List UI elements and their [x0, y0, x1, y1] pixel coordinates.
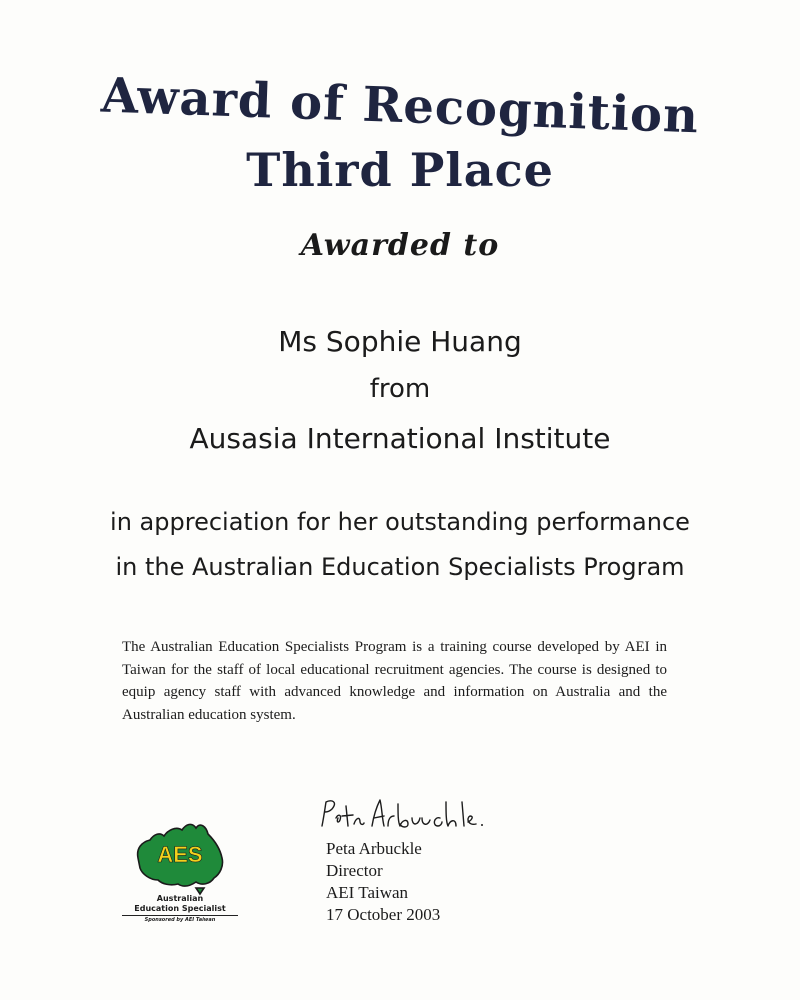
signer-organization: AEI Taiwan [326, 883, 409, 902]
signature [316, 796, 486, 836]
recipient-institute: Ausasia International Institute [189, 422, 611, 455]
aes-acronym: AES [157, 842, 203, 867]
appreciation-line-1: in appreciation for her outstanding performance [110, 508, 690, 536]
signer-block [326, 838, 440, 926]
logo-sponsor-line: Sponsored by AEI Taiwan [144, 917, 216, 923]
signed-date: 17 October 2003 [326, 905, 441, 924]
awarded-to-label: Awarded to [300, 228, 500, 263]
recipient-name: Ms Sophie Huang [278, 325, 522, 358]
signer-name: Peta Arbuckle [326, 839, 422, 858]
program-description: The Australian Education Specialists Program is a training course developed by AEI in Taiwan for the staff of local educational recruitment agencies. The course is designed to equip agency staff with advanced knowledge and information on Australia and the Australian education system. [122, 639, 667, 723]
from-label: from [369, 374, 431, 404]
logo-caption [122, 894, 238, 924]
certificate-title: Award of Recognition [100, 67, 700, 145]
logo-caption-line-1: Australian [156, 894, 204, 903]
signer-title: Director [326, 861, 383, 880]
aes-logo [130, 818, 230, 898]
certificate-subtitle: Third Place [246, 143, 554, 197]
appreciation-line-2: in the Australian Education Specialists Program [115, 553, 685, 581]
logo-caption-line-2: Education Specialist [122, 904, 238, 916]
